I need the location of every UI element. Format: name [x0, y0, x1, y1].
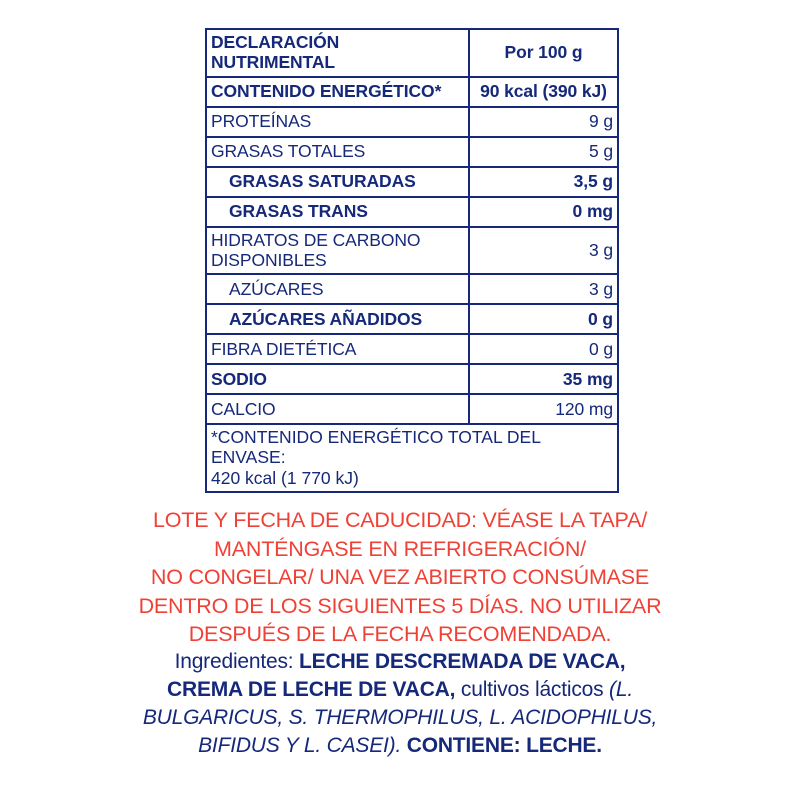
ingredients-bold-2: CREMA DE LECHE DE VACA, [167, 677, 456, 701]
row-label-energia: CONTENIDO ENERGÉTICO* [206, 77, 469, 107]
table-row [206, 197, 618, 227]
row-label-hidratos-carbono: HIDRATOS DE CARBONO DISPONIBLES [206, 227, 469, 275]
row-value-grasas-trans: 0 mg [469, 197, 618, 227]
row-label-grasas-saturadas: GRASAS SATURADAS [206, 167, 469, 197]
row-value-calcio: 120 mg [469, 394, 618, 424]
row-label-azucares: AZÚCARES [206, 274, 469, 304]
row-label-azucares-anadidos: AZÚCARES AÑADIDOS [206, 304, 469, 334]
row-value-proteinas: 9 g [469, 107, 618, 137]
table-row [206, 107, 618, 137]
table-row [206, 394, 618, 424]
ingredients-line-2 [40, 676, 760, 704]
warning-line-4: DENTRO DE LOS SIGUIENTES 5 DÍAS. NO UTILIZAR [138, 593, 662, 618]
table-row [206, 334, 618, 364]
nutrition-table-container [205, 28, 613, 493]
table-footnote-row [206, 424, 618, 492]
table-row [206, 227, 618, 275]
ingredients-italic-1: (L. [609, 677, 633, 701]
ingredients-plain-1: cultivos lácticos [455, 677, 610, 701]
nutrition-table [205, 28, 619, 493]
ingredients-prefix: Ingredientes: [174, 650, 300, 673]
row-label-calcio: CALCIO [206, 394, 469, 424]
row-label-proteinas: PROTEÍNAS [206, 107, 469, 137]
row-label-sodio: SODIO [206, 364, 469, 394]
table-row [206, 137, 618, 167]
footnote-line-2: 420 kcal (1 770 kJ) [211, 467, 359, 488]
ingredients-line-3 [40, 704, 760, 732]
row-value-azucares-anadidos: 0 g [469, 304, 618, 334]
row-value-hidratos-carbono: 3 g [469, 227, 618, 275]
storage-warning-text [40, 506, 760, 649]
nutrition-footnote [206, 424, 618, 492]
table-row [206, 364, 618, 394]
row-value-energia: 90 kcal (390 kJ) [469, 77, 618, 107]
row-label-fibra-dietetica: FIBRA DIETÉTICA [206, 334, 469, 364]
row-value-azucares: 3 g [469, 274, 618, 304]
row-label-grasas-trans: GRASAS TRANS [206, 197, 469, 227]
row-value-sodio: 35 mg [469, 364, 618, 394]
table-row [206, 274, 618, 304]
table-row [206, 167, 618, 197]
warning-line-3: NO CONGELAR/ UNA VEZ ABIERTO CONSÚMASE [150, 565, 650, 590]
ingredients-bold-3: CONTIENE: LECHE. [401, 733, 602, 757]
warning-line-1: LOTE Y FECHA DE CADUCIDAD: VÉASE LA TAPA/ [152, 508, 648, 532]
nutrition-table-portion: Por 100 g [469, 29, 618, 77]
table-row [206, 77, 618, 107]
ingredients-line-1 [40, 648, 760, 676]
nutrition-table-title: DECLARACIÓN NUTRIMENTAL [206, 29, 469, 77]
ingredients-line-4 [40, 732, 760, 760]
row-label-grasas-totales: GRASAS TOTALES [206, 137, 469, 167]
ingredients-italic-3: BIFIDUS Y L. CASEI). [198, 733, 402, 757]
warning-line-5: DESPUÉS DE LA FECHA RECOMENDADA. [188, 622, 612, 647]
ingredients-italic-2: BULGARICUS, S. THERMOPHILUS, L. ACIDOPHILUS, [142, 705, 658, 729]
footnote-line-1: *CONTENIDO ENERGÉTICO TOTAL DEL ENVASE: [211, 427, 541, 468]
table-header-row [206, 29, 618, 77]
table-row [206, 304, 618, 334]
row-value-grasas-totales: 5 g [469, 137, 618, 167]
ingredients-text [40, 648, 760, 760]
row-value-fibra-dietetica: 0 g [469, 334, 618, 364]
row-value-grasas-saturadas: 3,5 g [469, 167, 618, 197]
ingredients-bold-1: LECHE DESCREMADA DE VACA, [299, 650, 626, 673]
warning-line-2: MANTÉNGASE EN REFRIGERACIÓN/ [214, 536, 586, 561]
